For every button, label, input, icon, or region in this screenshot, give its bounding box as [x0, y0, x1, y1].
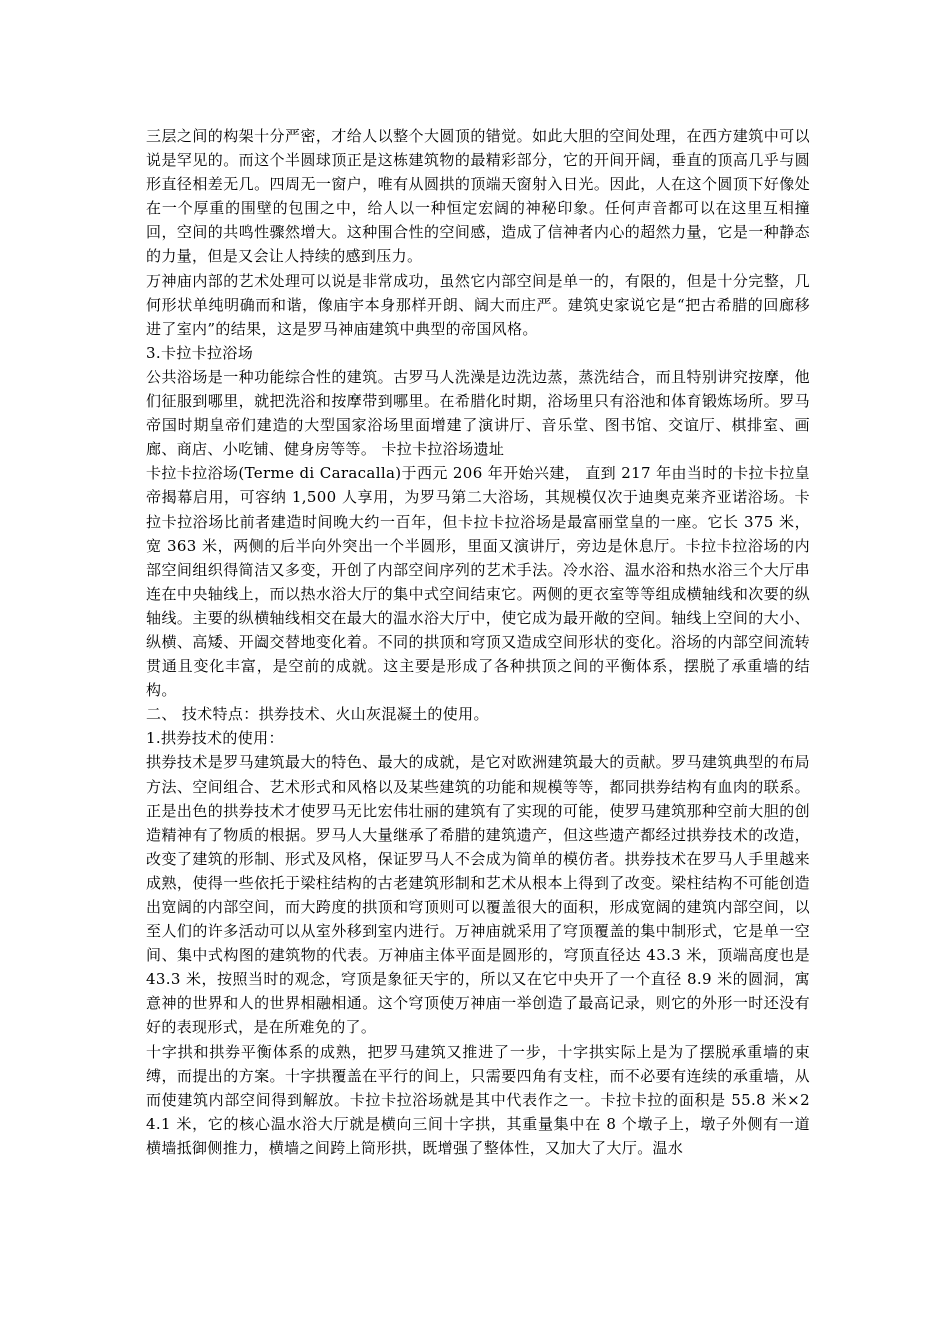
- paragraph-pantheon-interior: 万神庙内部的艺术处理可以说是非常成功，虽然它内部空间是单一的，有限的，但是十分完整，几何形状单纯明确而和谐，像庙宇本身那样开朗、阔大而庄严。建筑史家说它是“把古希腊的回廊移进了室内”的结果，这是罗马神庙建筑中典型的帝国风格。: [146, 271, 810, 338]
- paragraph-arch-technique: 拱券技术是罗马建筑最大的特色、最大的成就，是它对欧洲建筑最大的贡献。罗马建筑典型的布局方法、空间组合、艺术形式和风格以及某些建筑的功能和规模等等，都同拱券结构有血肉的联系。正是出色的拱券技术才使罗马无比宏伟壮丽的建筑有了实现的可能，使罗马建筑那种空前大胆的创造精神有了物质的根据。罗马人大量继承了希腊的建筑遗产，但这些遗产都经过拱券技术的改造，改变了建筑的形制、形式及风格，保证罗马人不会成为简单的模仿者。拱券技术在罗马人手里越来成熟，使得一些依托于梁柱结构的古老建筑形制和艺术从根本上得到了改变。梁柱结构不可能创造出宽阔的内部空间，而大跨度的拱顶和穹顶则可以覆盖很大的面积，形成宽阔的建筑内部空间，以至人们的许多活动可以从室外移到室内进行。万神庙就采用了穹顶覆盖的集中制形式，它是单一空间、集中式构图的建筑物的代表。万神庙主体平面是圆形的，穹顶直径达 43.3 米，顶端高度也是 43.3 米，按照当时的观念，穹顶是象征天宇的，所以又在它中央开了一个直径 8.9 米的圆洞，寓意神的世界和人的世界相融相通。这个穹顶使万神庙一举创造了最高记录，则它的外形一时还没有好的表现形式，是在所难免的了。: [146, 753, 810, 1037]
- paragraph-pantheon-dome: 三层之间的构架十分严密，才给人以整个大圆顶的错觉。如此大胆的空间处理，在西方建筑中可以说是罕见的。而这个半圆球顶正是这栋建筑物的最精彩部分，它的开间开阔，垂直的顶高几乎与圆形直径相差无几。四周无一窗户，唯有从圆拱的顶端天窗射入日光。因此，人在这个圆顶下好像处在一个厚重的围壁的包围之中，给人以一种恒定宏阔的神秘印象。任何声音都可以在这里互相撞回，空间的共鸣性骤然增大。这种围合性的空间感，造成了信神者内心的超然力量，它是一种静态的力量，但是又会让人持续的感到压力。: [146, 127, 810, 266]
- heading-caracalla-baths: 3.卡拉卡拉浴场: [146, 343, 254, 362]
- paragraph-caracalla-description: 卡拉卡拉浴场(Terme di Caracalla)于西元 206 年开始兴建， 直到 217 年由当时的卡拉卡拉皇帝揭幕启用，可容纳 1,500 人享用，为罗马第二大浴场，其规模仅次于迪奥克莱齐亚诺浴场。卡拉卡拉浴场比前者建造时间晚大约一百年，但卡拉卡拉浴场是最富丽堂皇的一座。它长 375 米，宽 363 米，两侧的后半向外突出一个半圆形，里面又演讲厅，旁边是休息厅。卡拉卡拉浴场的内部空间组织得简洁又多变，开创了内部空间序列的艺术手法。冷水浴、温水浴和热水浴三个大厅串连在中央轴线上，而以热水浴大厅的集中式空间结束它。两侧的更衣室等等组成横轴线和次要的纵轴线。主要的纵横轴线相交在最大的温水浴大厅中，使它成为最开敞的空间。轴线上空间的大小、纵横、高矮、开阖交替地变化着。不同的拱顶和穹顶又造成空间形状的变化。浴场的内部空间流转贯通且变化丰富，是空前的成就。这主要是形成了各种拱顶之间的平衡体系，摆脱了承重墙的结构。: [146, 464, 810, 700]
- paragraph-public-baths: 公共浴场是一种功能综合性的建筑。古罗马人洗澡是边洗边蒸，蒸洗结合，而且特别讲究按摩，他们征服到哪里，就把洗浴和按摩带到哪里。在希腊化时期，浴场里只有浴池和体育锻炼场所。罗马帝国时期皇帝们建造的大型国家浴场里面增建了演讲厅、音乐堂、图书馆、交谊厅、棋排室、画廊、商店、小吃铺、健身房等等。 卡拉卡拉浴场遗址: [146, 367, 810, 459]
- heading-arch-technique: 1.拱券技术的使用：: [146, 729, 284, 748]
- heading-technical-features: 二、 技术特点：拱券技术、火山灰混凝土的使用。: [146, 705, 489, 724]
- paragraph-cross-vault: 十字拱和拱券平衡体系的成熟，把罗马建筑又推进了一步，十字拱实际上是为了摆脱承重墙的束缚，而提出的方案。十字拱覆盖在平行的间上，只需要四角有支柱，而不必要有连续的承重墙，从而使建筑内部空间得到解放。卡拉卡拉浴场就是其中代表作之一。卡拉卡拉的面积是 55.8 米×24.1 米，它的核心温水浴大厅就是横向三间十字拱，其重量集中在 8 个墩子上，墩子外侧有一道横墙抵御侧推力，横墙之间跨上筒形拱，既增强了整体性，又加大了大厅。温水: [146, 1042, 810, 1157]
- document-page: [146, 124, 810, 1160]
